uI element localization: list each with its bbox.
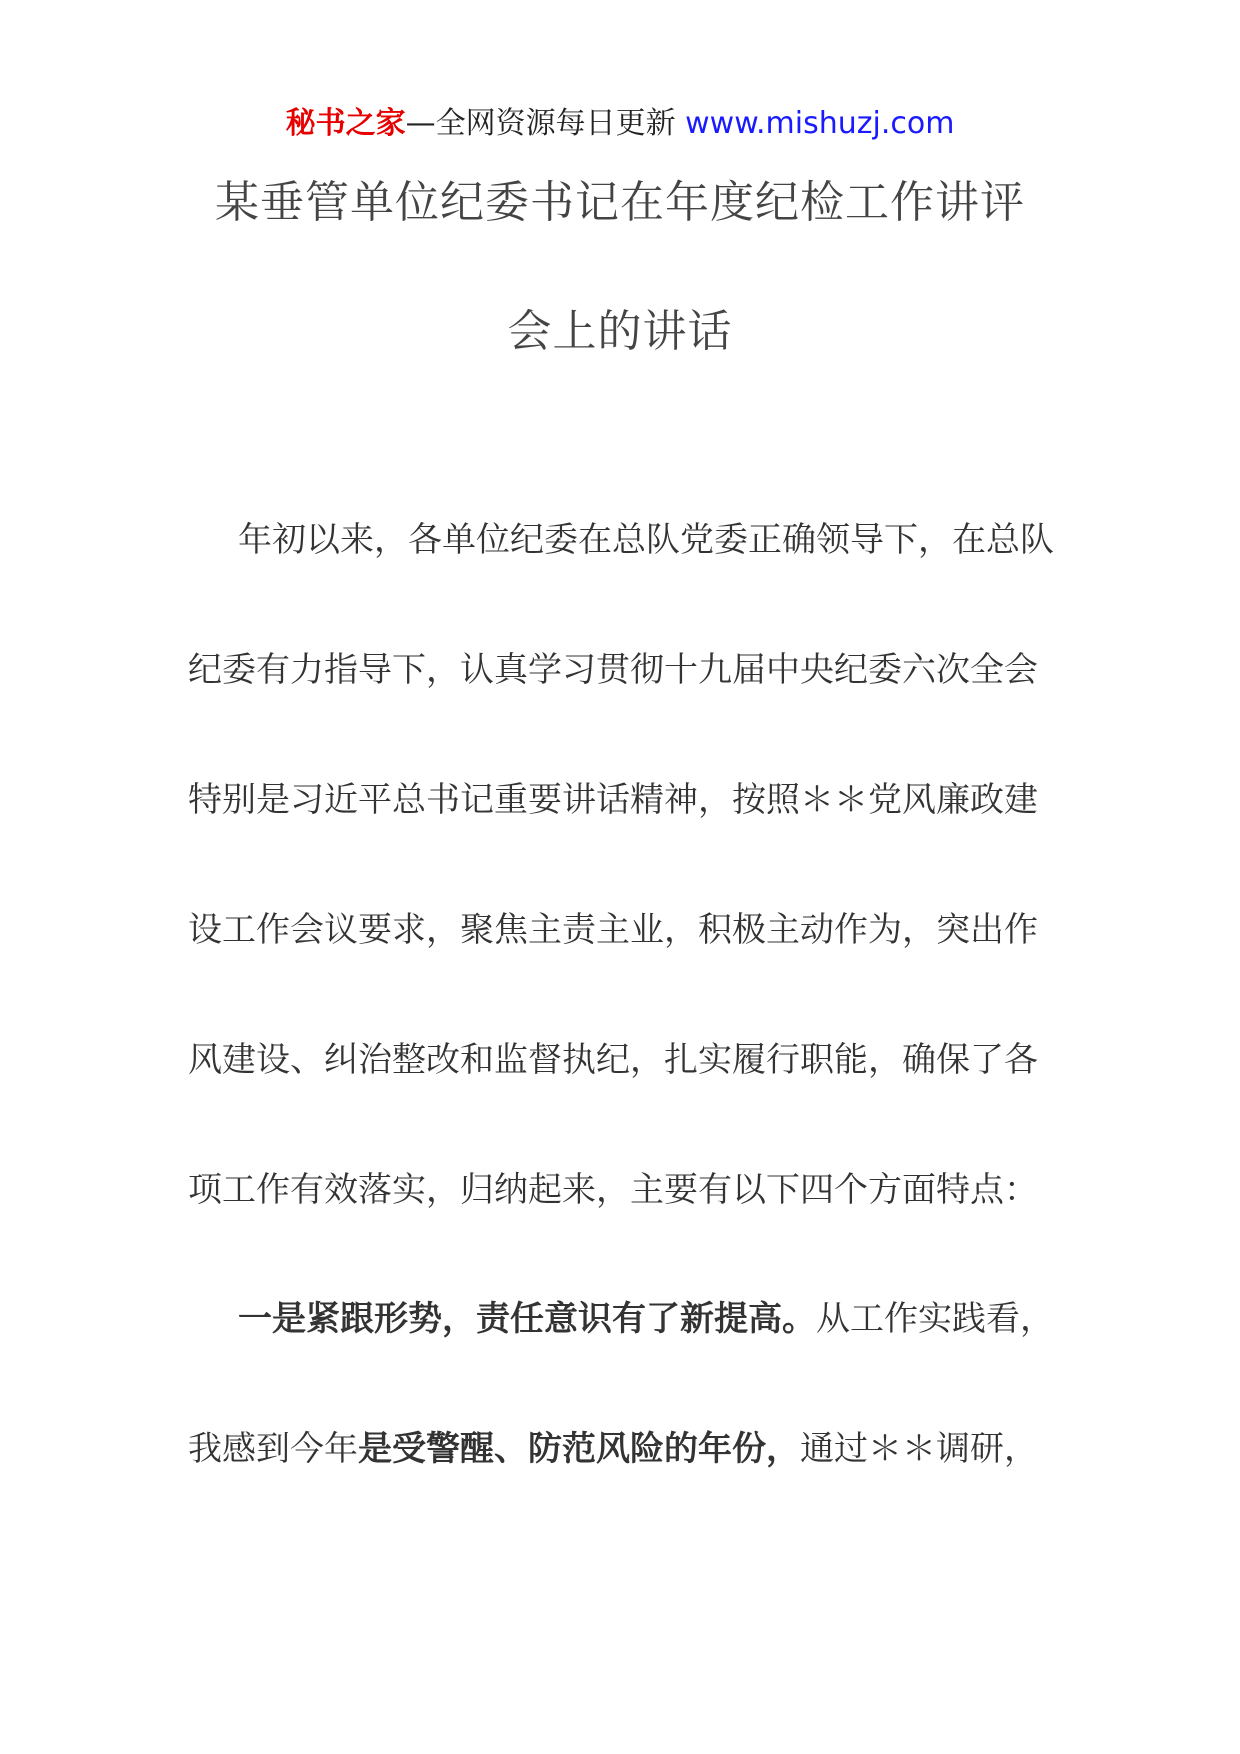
body-line-7 [238, 1297, 1108, 1341]
brand-name: 秘书之家 [285, 106, 406, 141]
site-tagline: —全网资源每日更新 [405, 106, 686, 141]
body-line-5: 风建设、纠治整改和监督执纪，扎实履行职能，确保了各 [188, 1040, 1038, 1080]
body-line-4: 设工作会议要求，聚焦主责主业，积极主动作为，突出作 [188, 910, 1038, 950]
site-url-link[interactable]: www.mishuzj.com [685, 106, 955, 141]
line-8-emphasis: 是受警醒、防范风险的年份， [358, 1429, 800, 1469]
document-title-line-1: 某垂管单位纪委书记在年度纪检工作讲评 [215, 177, 1025, 228]
document-title-line-2: 会上的讲话 [507, 306, 733, 357]
body-line-8 [188, 1427, 1058, 1471]
point-one-text: 从工作实践看， [816, 1299, 1054, 1339]
body-line-3: 特别是习近平总书记重要讲话精神，按照＊＊党风廉政建 [188, 780, 1038, 820]
body-line-1: 年初以来，各单位纪委在总队党委正确领导下，在总队 [238, 520, 1054, 560]
body-line-6: 项工作有效落实，归纳起来，主要有以下四个方面特点： [188, 1170, 1038, 1210]
line-8-end: 通过＊＊调研， [800, 1429, 1038, 1469]
line-8-start: 我感到今年 [188, 1429, 358, 1469]
point-one-heading: 一是紧跟形势，责任意识有了新提高。 [238, 1299, 816, 1339]
site-header [0, 104, 1240, 144]
body-line-2: 纪委有力指导下，认真学习贯彻十九届中央纪委六次全会 [188, 650, 1038, 690]
